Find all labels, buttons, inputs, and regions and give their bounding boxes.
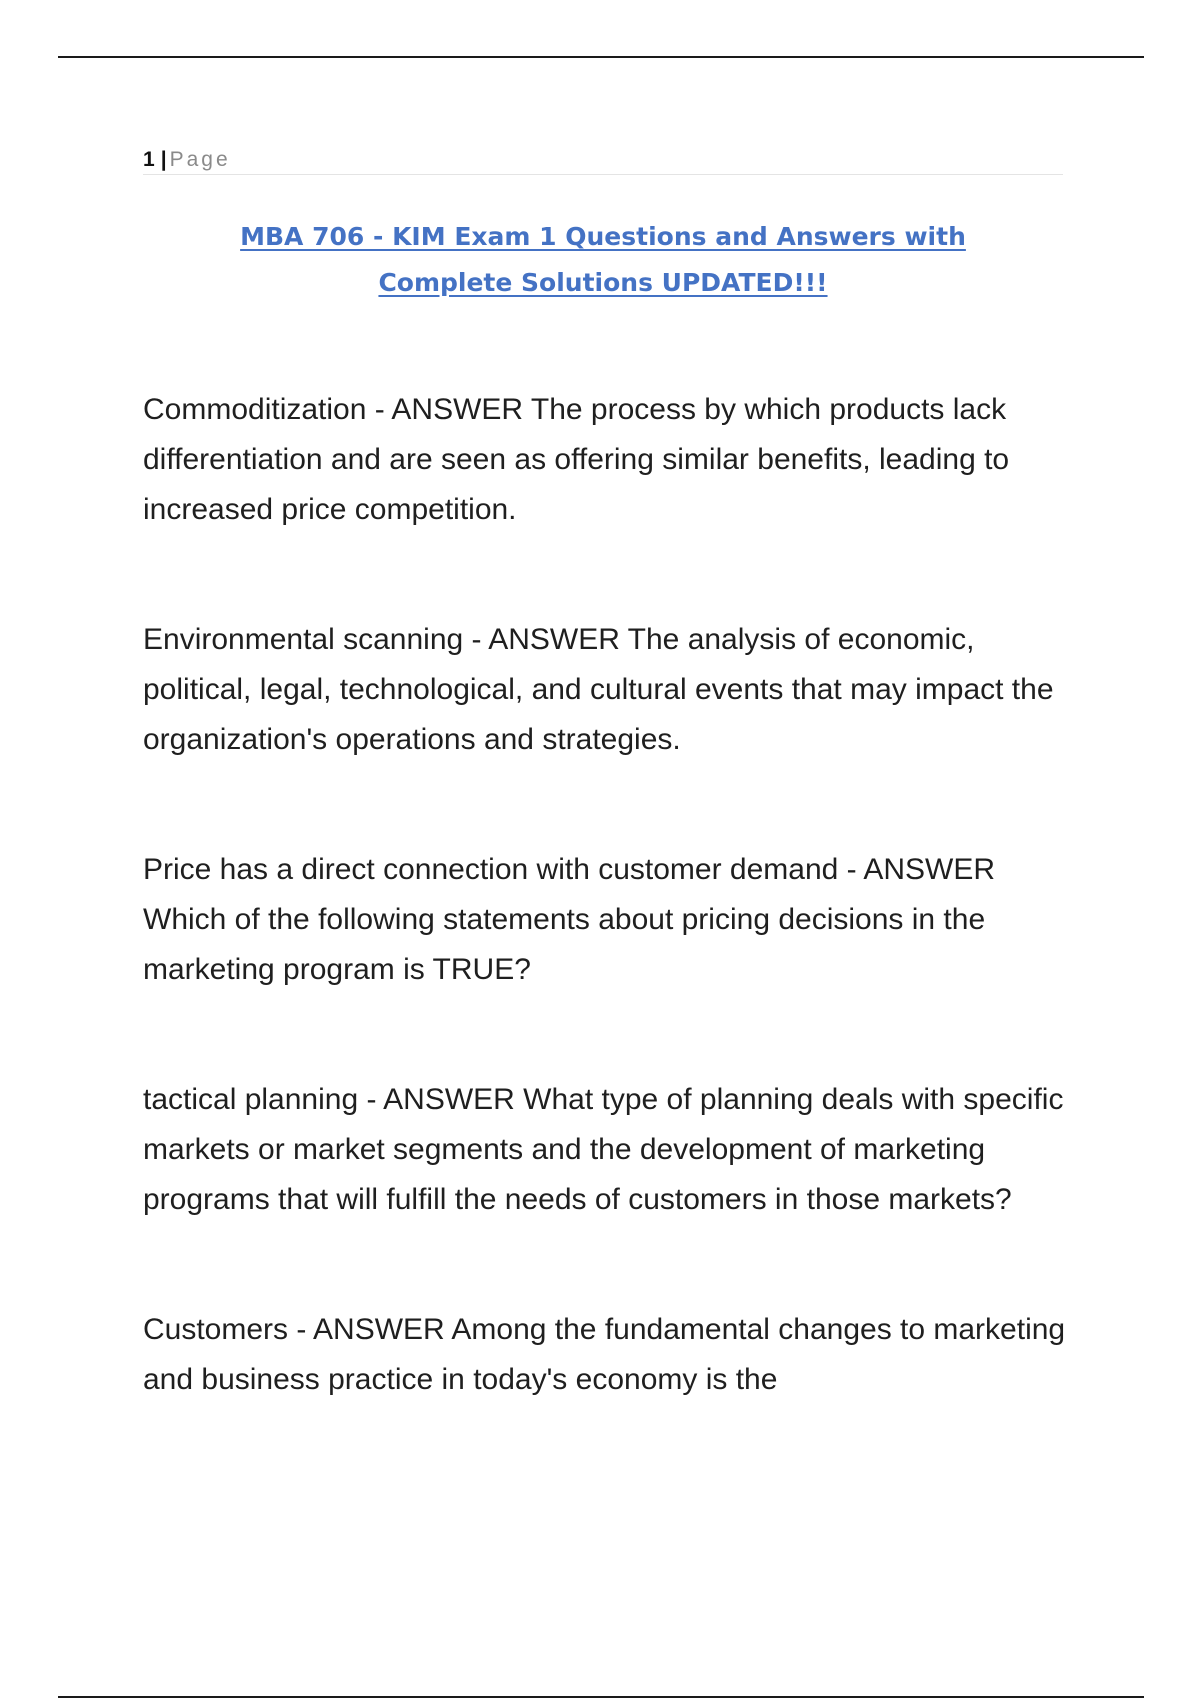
page-label: Page — [169, 148, 231, 171]
page-number: 1 — [143, 148, 155, 171]
qa-entry-customers: Customers - ANSWER Among the fundamental changes to marketing and business practice in today's economy is the — [143, 1313, 1066, 1396]
document-title-line-2: Complete Solutions UPDATED!!! — [378, 268, 828, 297]
qa-list — [143, 385, 1078, 1485]
qa-entry-tactical-planning: tactical planning - ANSWER What type of planning deals with specific markets or market segments and the development of marketing programs that will fulfill the needs of customers in those markets? — [143, 1083, 1064, 1216]
document-title — [143, 214, 1063, 306]
document-title-line-1: MBA 706 - KIM Exam 1 Questions and Answers with — [240, 222, 966, 251]
qa-entry-environmental-scanning: Environmental scanning - ANSWER The analysis of economic, political, legal, technological, and cultural events that may impact the organization's operations and strategies. — [143, 623, 1054, 756]
page-separator: | — [160, 148, 167, 171]
qa-entry-commoditization: Commoditization - ANSWER The process by which products lack differentiation and are seen as offering similar benefits, leading to increased price competition. — [143, 393, 1010, 526]
page-header — [143, 146, 1063, 175]
top-rule — [58, 56, 1144, 58]
bottom-rule — [58, 1696, 1144, 1698]
qa-entry-price-demand: Price has a direct connection with customer demand - ANSWER Which of the following statements about pricing decisions in the marketing program is TRUE? — [143, 853, 996, 986]
